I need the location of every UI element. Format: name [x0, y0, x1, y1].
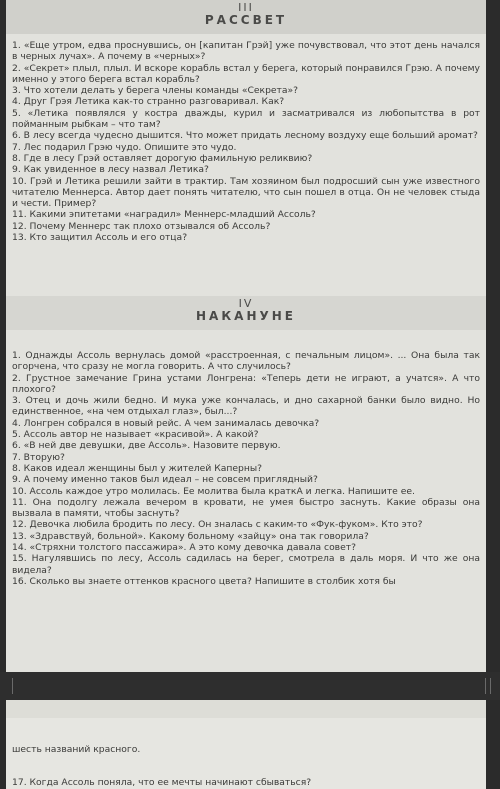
scanned-page-top — [6, 0, 486, 672]
question-item: 2. Грустное замечание Грина устами Лонгрена: «Теперь дети не играют, а учатся». А что плохого? — [12, 372, 480, 395]
section-4-header-band — [6, 296, 486, 330]
question-item: 13. «Здравствуй, больной». Какому больному «зайцу» она так говорила? — [12, 530, 369, 542]
question-item: 14. «Стряхни толстого пассажира». А это кому девочка давала совет? — [12, 542, 356, 554]
margin-mark — [490, 678, 491, 694]
question-item: 8. Где в лесу Грэй оставляет дорогую фамильную реликвию? — [12, 152, 313, 164]
question-item: 5. Ассоль автор не называет «красивой». А какой? — [12, 429, 259, 441]
question-item: 6. В лесу всегда чудесно дышится. Что может придать лесному воздуху еще больший аромат? — [12, 130, 478, 142]
question-item: 10. Ассоль каждое утро молилась. Ее молитва была краткА и легка. Напишите ее. — [12, 485, 415, 497]
question-item: 15. Нагулявшись по лесу, Ассоль садилась на берег, смотрела в даль моря. И что же она видела? — [12, 553, 480, 576]
section-3-questions — [6, 40, 486, 243]
margin-mark — [12, 678, 13, 694]
question-item: 12. Почему Меннерс так плохо отзывался об Ассоль? — [12, 220, 271, 232]
question-item: 1. «Еще утром, едва проснувшись, он [капитан Грэй] уже почувствовал, что этот день начался в черных лучах». А почему в «черных»? — [12, 40, 480, 63]
question-item: 12. Девочка любила бродить по лесу. Он зналась с каким-то «Фук-фуком». Кто это? — [12, 519, 423, 531]
question-item: 6. «В ней две девушки, две Ассоль». Назовите первую. — [12, 440, 281, 452]
question-item: 17. Когда Ассоль поняла, что ее мечты начинают сбываться? — [12, 777, 312, 789]
question-item: 2. «Секрет» плыл, плыл. И вскоре корабль встал у берега, который понравился Грэю. А почему именно у этого берега встал корабль? — [12, 62, 480, 85]
section-3-title: РАССВЕТ — [204, 13, 288, 27]
question-item: 5. «Летика появлялся у костра дважды, курил и засматривался из любопытства в рот пойманным рыбкам – что там? — [12, 107, 480, 131]
question-item: 9. Как увиденное в лесу назвал Летика? — [12, 164, 209, 176]
question-item: 8. Каков идеал женщины был у жителей Каперны? — [12, 462, 263, 474]
section-3-numeral: III — [238, 1, 254, 14]
section-4-questions — [6, 350, 486, 587]
question-item: 7. Вторую? — [12, 451, 65, 463]
question-item: 11. Она подолгу лежала вечером в кровати, не умея быстро заснуть. Какие образы она вызвала в памяти, чтобы заснуть? — [12, 496, 480, 520]
question-item: 3. Что хотели делать у берега члены команды «Секрета»? — [12, 85, 299, 97]
page-top-shadow — [6, 700, 486, 718]
question-item: 9. А почему именно таков был идеал – не совсем приглядный? — [12, 474, 318, 486]
question-item: 13. Кто защитил Ассоль и его отца? — [12, 232, 188, 244]
question-item: 7. Лес подарил Грэю чудо. Опишите это чудо. — [12, 141, 237, 153]
question-item: 4. Друг Грэя Летика как-то странно разговаривал. Как? — [12, 96, 285, 108]
question-item: 4. Лонгрен собрался в новый рейс. А чем занималась девочка? — [12, 417, 320, 429]
page-break-strip — [0, 672, 500, 700]
section-3-header-band — [6, 0, 486, 34]
margin-mark — [485, 678, 486, 694]
question-item: 10. Грэй и Летика решили зайти в трактир. Там хозяином был подросший сын уже известного читателю Меннерса. Автор дает понять читателю, что сын пошел в отца. Он не человек стыда и чести. Пример? — [12, 175, 480, 210]
scanned-page-bottom — [6, 700, 486, 789]
section-4-numeral: IV — [238, 297, 254, 310]
question-item: 1. Однажды Ассоль вернулась домой «расстроенная, с печальным лицом». ... Она была так огорчена, что сразу не могла говорить. А что случилось? — [12, 350, 480, 373]
question-item: шесть названий красного. — [12, 744, 141, 755]
continuation-questions — [6, 722, 486, 789]
question-item: 11. Какими эпитетами «наградил» Меннерс-младший Ассоль? — [12, 209, 316, 221]
question-item: 16. Сколько вы знаете оттенков красного цвета? Напишите в столбик хотя бы — [12, 575, 396, 587]
section-4-title: НАКАНУНЕ — [196, 309, 296, 323]
question-item: 3. Отец и дочь жили бедно. И мука уже кончалась, и дно сахарной банки было видно. Но единственное, «на чем отдыхал глаз», был...? — [12, 395, 480, 418]
